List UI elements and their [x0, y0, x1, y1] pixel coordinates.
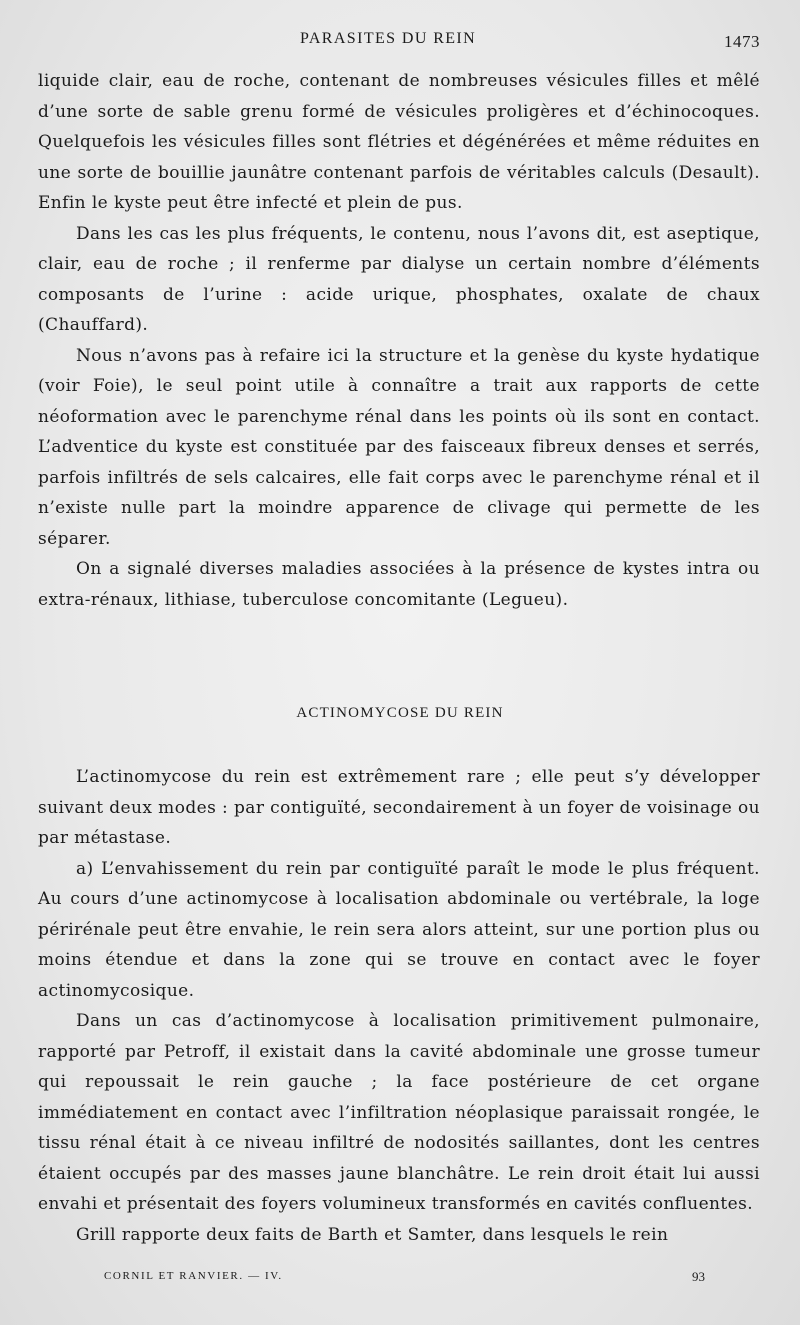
- page-number: 1473: [724, 32, 760, 51]
- paragraph: Dans les cas les plus fréquents, le contenu, nous l’avons dit, est aseptique, clair, eau de roche ; il renferme par dialyse un certain nombre d’éléments composants de l’urine : acide urique, phosphates, oxalate de chaux (Chauffard).: [38, 223, 760, 335]
- paragraph: On a signalé diverses maladies associées à la présence de kystes intra ou extra-rénaux, lithiase, tuberculose concomitante (Legueu).: [38, 559, 760, 610]
- running-head: [0, 30, 800, 58]
- paragraph: Nous n’avons pas à refaire ici la structure et la genèse du kyste hydatique (voir Foie), le seul point utile à connaître a trait aux rapports de cette néoformation avec le parenchyme rénal dans les points où ils sont en contact. L’adventice du kyste est constituée par des faisceaux fibreux denses et serrés, parfois infiltrés de sels calcaires, elle fait corps avec le parenchyme rénal et il n’existe nulle part la moindre apparence de clivage qui permette de les séparer.: [38, 345, 760, 549]
- sheet-number: 93: [692, 1269, 705, 1284]
- text-block-hydatid-cyst: [38, 66, 760, 615]
- signature-mark: CORNIL ET RANVIER. — IV.: [104, 1270, 283, 1282]
- paragraph: a) L’envahissement du rein par contiguïté paraît le mode le plus fréquent. Au cours d’une actinomycose à localisation abdominale ou vertébrale, la loge périrénale peut être envahie, le rein sera alors atteint, sur une portion plus ou moins étendue et dans la zone qui se trouve en contact avec le foyer actinomycosique.: [38, 858, 760, 1001]
- text-block-actinomycosis: [38, 762, 760, 1250]
- paragraph: Dans un cas d’actinomycose à localisation primitivement pulmonaire, rapporté par Petroff, il existait dans la cavité abdominale une grosse tumeur qui repoussait le rein gauche ; la face postérieure de cet organe immédiatement en contact avec l’infiltration néoplasique paraissait rongée, le tissu rénal était à ce niveau infiltré de nodosités saillantes, dont les centres étaient occupés par des masses jaune blanchâtre. Le rein droit était lui aussi envahi et présentait des foyers volumineux transformés en cavités confluentes.: [38, 1011, 760, 1214]
- paragraph: liquide clair, eau de roche, contenant de nombreuses vésicules filles et mêlé d’une sorte de sable grenu formé de vésicules proligères et d’échinocoques. Quelquefois les vésicules filles sont flétries et dégénérées et même réduites en une sorte de bouillie jaunâtre contenant parfois de véritables calculs (Desault). Enfin le kyste peut être infecté et plein de pus.: [38, 71, 760, 213]
- running-title: PARASITES DU REIN: [300, 30, 477, 47]
- footer: [0, 1270, 800, 1290]
- section-heading: ACTINOMYCOSE DU REIN: [296, 705, 504, 721]
- paragraph: L’actinomycose du rein est extrêmement rare ; elle peut s’y développer suivant deux modes : par contiguïté, secondairement à un foyer de voisinage ou par métastase.: [38, 767, 760, 848]
- paragraph: Grill rapporte deux faits de Barth et Samter, dans lesquels le rein: [76, 1224, 669, 1245]
